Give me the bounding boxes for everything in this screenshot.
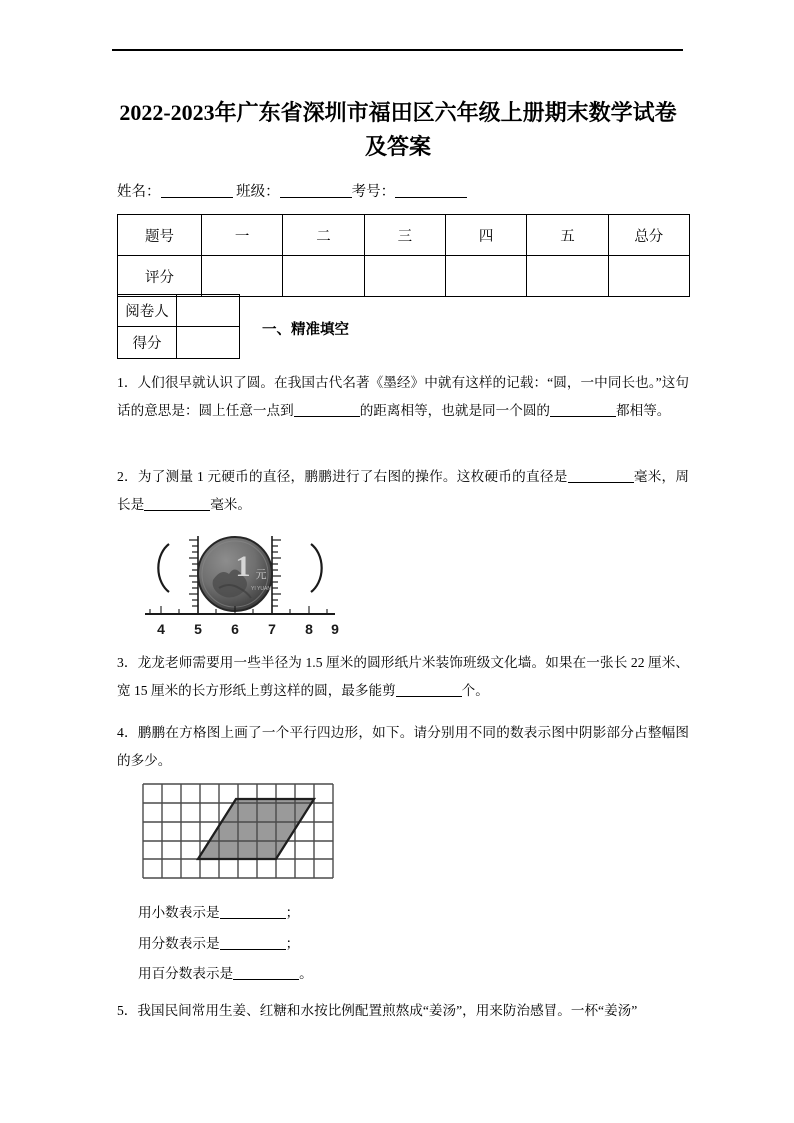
caliper-right-arm [272, 536, 281, 613]
column-header-total: 总分 [608, 215, 689, 256]
ruler-tick-label-5: 5 [194, 621, 202, 637]
one-yuan-coin-icon [198, 537, 272, 611]
column-header-5: 五 [527, 215, 608, 256]
answer-line-fraction [138, 929, 313, 960]
question-1-text-part-1: 1．人们很早就认识了圆。在我国古代名著《墨经》中就有这样的记载：“圆，一中同长也。”这句话的意思是：圆上任意一点到 [117, 375, 689, 418]
question-4-text: 4．鹏鹏在方格图上画了一个平行四边形，如下。请分别用不同的数表示图中阴影部分占整幅图的多少。 [117, 725, 689, 768]
answer-line-percent-blank[interactable] [233, 966, 299, 981]
grader-score-label: 得分 [118, 327, 177, 359]
question-3 [117, 649, 689, 705]
question-3-text-part-1: 3．龙龙老师需要用一些半径为 1.5 厘米的圆形纸片米装饰班级文化墙。如果在一张长 22 厘米、宽 15 厘米的长方形纸上剪这样的圆，最多能剪 [117, 655, 689, 698]
class-input-blank[interactable] [280, 183, 352, 199]
class-label: 班级： [236, 184, 280, 200]
score-cell-5[interactable] [527, 256, 608, 297]
column-header-4: 四 [445, 215, 526, 256]
question-1-text-part-2: 的距离相等，也就是同一个圆的 [359, 402, 551, 418]
question-2-text-part-1: 2．为了测量 1 元硬币的直径，鹏鹏进行了右图的操作。这枚硬币的直径是 [117, 469, 568, 484]
coin-pinyin-text: YI YUAN [251, 586, 271, 592]
title-line-2: 及答案 [364, 134, 431, 160]
caliper-left-arm [189, 536, 198, 613]
answer-line-decimal [138, 898, 313, 929]
question-5-text: 5．我国民间常用生姜、红糖和水按比例配置煎熬成“姜汤”，用来防治感冒。一杯“姜汤” [117, 1003, 638, 1018]
grader-row-score [118, 327, 240, 359]
answer-line-percent [138, 959, 313, 990]
shaded-parallelogram [198, 799, 314, 859]
name-input-blank[interactable] [161, 183, 233, 199]
student-identity-line [117, 182, 467, 202]
question-2-text-part-2: 毫米，周长是 [117, 469, 690, 512]
exam-number-label: 考号： [351, 184, 396, 200]
question-1-blank-1[interactable] [294, 402, 360, 417]
question-2-blank-2[interactable] [144, 496, 210, 511]
question-1 [117, 369, 689, 425]
name-label: 姓名： [117, 184, 161, 200]
ruler-tick-label-4: 4 [157, 621, 165, 637]
page-title [112, 96, 684, 164]
answer-line-decimal-label: 用小数表示是 [138, 905, 220, 920]
header-divider-rule [112, 49, 683, 51]
answer-line-decimal-suffix: ； [285, 905, 300, 920]
grader-row-reviewer [118, 295, 240, 327]
row-label-question-number: 题号 [118, 215, 202, 256]
exam-number-input-blank[interactable] [395, 183, 467, 199]
score-cell-1[interactable] [202, 256, 283, 297]
answer-line-decimal-blank[interactable] [220, 904, 286, 919]
table-row-scores [118, 256, 690, 297]
coin-unit-character: 元 [255, 569, 267, 581]
question-5 [117, 997, 689, 1025]
ruler-tick-label-8: 8 [305, 621, 313, 637]
answer-line-fraction-label: 用分数表示是 [138, 935, 220, 951]
column-header-3: 三 [364, 215, 445, 256]
coin-measurement-figure [139, 528, 339, 640]
caliper-left-jaw-icon [158, 544, 169, 592]
table-row-question-numbers [118, 215, 690, 256]
coin-denomination-numeral: 1 [235, 550, 251, 583]
grid-parallelogram-figure [140, 781, 336, 881]
question-2-text-part-3: 毫米。 [210, 496, 251, 512]
section-heading-fill-in-blanks: 一、精准填空 [262, 322, 349, 338]
question-2-blank-1[interactable] [568, 468, 634, 483]
question-4-answer-lines [138, 898, 313, 990]
question-3-text-part-2: 个。 [461, 682, 489, 698]
reviewer-label: 阅卷人 [118, 295, 177, 327]
grader-score-value-cell[interactable] [177, 327, 240, 359]
question-2 [117, 463, 689, 519]
column-header-1: 一 [202, 215, 283, 256]
grader-info-box [117, 294, 240, 359]
score-cell-3[interactable] [364, 256, 445, 297]
caliper-right-jaw-icon [311, 544, 322, 592]
title-line-1: 2022-2023年广东省深圳市福田区六年级上册期末数学试卷 [119, 100, 677, 125]
reviewer-value-cell[interactable] [177, 295, 240, 327]
row-label-score: 评分 [118, 256, 202, 297]
column-header-2: 二 [283, 215, 364, 256]
score-summary-table [117, 214, 690, 297]
ruler-tick-label-9: 9 [331, 621, 339, 637]
ruler-tick-label-7: 7 [268, 621, 276, 637]
answer-line-fraction-blank[interactable] [220, 935, 286, 950]
answer-line-fraction-suffix: ； [285, 935, 300, 951]
answer-line-percent-label: 用百分数表示是 [138, 966, 234, 982]
question-1-text-part-3: 都相等。 [616, 402, 671, 418]
score-cell-4[interactable] [445, 256, 526, 297]
question-3-blank-1[interactable] [396, 682, 462, 697]
score-cell-total[interactable] [608, 256, 689, 297]
score-cell-2[interactable] [283, 256, 364, 297]
question-4 [117, 719, 689, 775]
ruler-tick-label-6: 6 [231, 621, 239, 637]
question-1-blank-2[interactable] [550, 402, 616, 417]
answer-line-percent-suffix: 。 [299, 966, 313, 982]
